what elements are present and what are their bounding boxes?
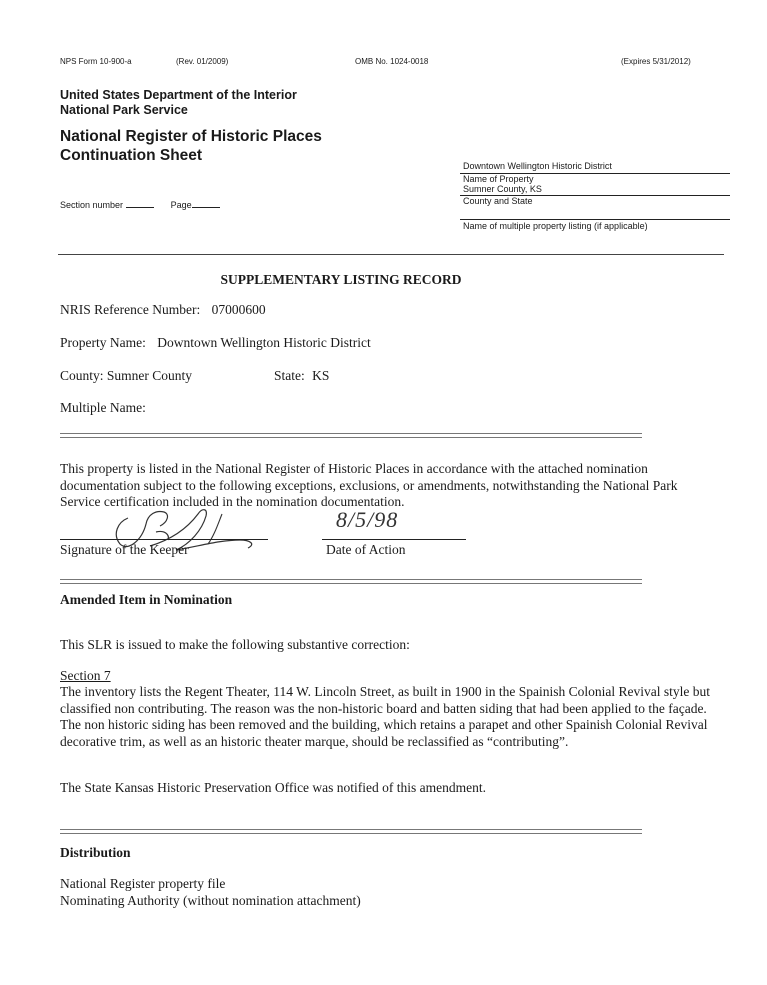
- multiple-name-label: Multiple Name:: [60, 400, 146, 415]
- date-line: [322, 539, 466, 540]
- section-number: [60, 198, 220, 210]
- date-of-action-label: Date of Action: [326, 542, 406, 557]
- section-7-heading: Section 7: [60, 668, 111, 683]
- amended-heading: Amended Item in Nomination: [60, 592, 233, 607]
- form-revision: (Rev. 01/2009): [176, 57, 229, 66]
- listing-statement: This property is listed in the National Register of Historic Places in accordance with the attached nomination documentation subject to the following exceptions, exclusions, or amendments, notwithstanding the National Park Service certification included in the nomination documentation.: [60, 461, 678, 509]
- section-number-blank: [126, 198, 154, 208]
- shpo-notification: The State Kansas Historic Preservation Office was notified of this amendment.: [60, 780, 487, 795]
- amended-intro: This SLR is issued to make the following substantive correction:: [60, 637, 410, 652]
- signature-label: Signature of the Keeper: [60, 542, 189, 557]
- register-title-line-1: National Register of Historic Places: [60, 128, 322, 145]
- agency-line-1: United States Department of the Interior: [60, 88, 297, 102]
- nris-label: NRIS Reference Number:: [60, 302, 201, 317]
- county-state-label: County and State: [463, 196, 533, 206]
- expiration: (Expires 5/31/2012): [621, 57, 691, 66]
- distribution-heading: Distribution: [60, 845, 131, 860]
- page-label: Page: [170, 200, 192, 210]
- amendment-paragraph: The inventory lists the Regent Theater, 114 W. Lincoln Street, as built in 1900 in the Spainish Colonial Revival style but classified non contributing. The reason was the non-historic board and batten siding that had been applied to the façade. The non historic siding has been removed and the building, which retains a parapet and other Spainish Colonial Revival decorative trim, as well as an historic theater marque, should be reclassified as “contributing”.: [60, 684, 710, 749]
- property-name-row: [60, 335, 371, 352]
- county-label: County:: [60, 368, 104, 383]
- page-blank: [192, 198, 220, 208]
- omb-number: OMB No. 1024-0018: [355, 57, 429, 66]
- state-label: State:: [274, 368, 305, 383]
- handwritten-date: 8/5/98: [336, 507, 399, 532]
- property-name-label: Name of Property: [463, 174, 534, 184]
- county-row: [60, 368, 192, 385]
- divider-3: [60, 829, 642, 834]
- divider-1: [60, 433, 642, 438]
- nris-reference: [60, 302, 266, 319]
- state-row: [274, 368, 329, 385]
- slr-title: SUPPLEMENTARY LISTING RECORD: [220, 272, 462, 287]
- agency-name: [60, 88, 297, 118]
- state-value: KS: [312, 368, 330, 383]
- county-value: Sumner County: [106, 368, 193, 383]
- distribution-item: Nominating Authority (without nomination attachment): [60, 892, 361, 908]
- register-title-line-2: Continuation Sheet: [60, 147, 203, 164]
- signature-line: [60, 539, 268, 540]
- form-number: NPS Form 10-900-a: [60, 57, 132, 66]
- nris-value: 07000600: [211, 302, 266, 317]
- divider-2: [60, 579, 642, 584]
- agency-line-2: National Park Service: [60, 103, 188, 117]
- register-title: [60, 127, 322, 165]
- distribution-list: [60, 876, 361, 909]
- multiple-listing-rule: [460, 219, 730, 220]
- multiple-listing-label: Name of multiple property listing (if applicable): [463, 221, 648, 231]
- county-state-value: Sumner County, KS: [463, 184, 542, 194]
- property-name-value: Downtown Wellington Historic District: [463, 161, 612, 171]
- distribution-item: National Register property file: [60, 876, 226, 891]
- header-divider: [58, 254, 724, 255]
- property-name-field-value: Downtown Wellington Historic District: [157, 335, 371, 350]
- property-name-field-label: Property Name:: [60, 335, 146, 350]
- section-number-label: Section number: [60, 200, 124, 210]
